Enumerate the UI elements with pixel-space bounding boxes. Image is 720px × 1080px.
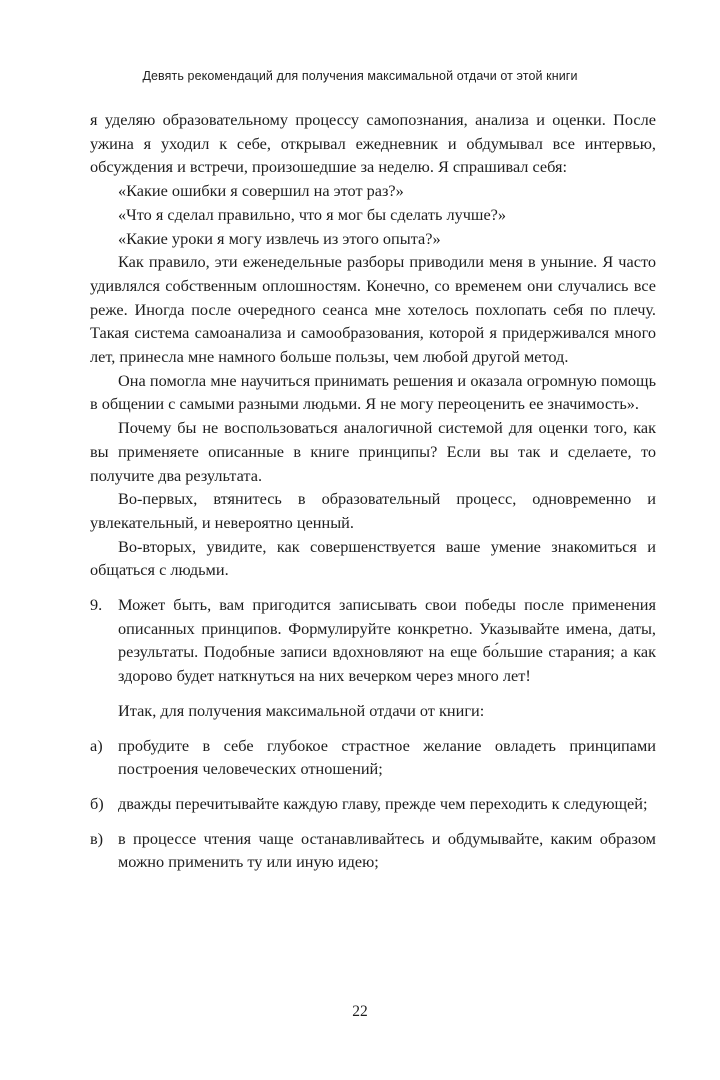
item-text: в процессе чтения чаще останавливайтесь и обдумывайте, каким образом можно применить ту или иную идею; <box>118 828 656 872</box>
item-marker: в) <box>90 828 104 848</box>
item-text: пробудите в себе глубокое страстное желание овладеть принципами построения человеческих отношений; <box>118 735 656 779</box>
page-body <box>90 108 656 874</box>
lettered-item <box>90 827 656 874</box>
paragraph: Почему бы не воспользоваться аналогичной системой для оценки того, как вы применяете описанные в книге принципы? Если вы так и сделаете, то получите два результата. <box>90 418 656 485</box>
item-text: Может быть, вам пригодится записывать свои победы после применения описанных принципов. Формулируйте конкретно. Указывайте имена, даты, результаты. Подобные записи вдохновляют на еще бо́льшие старания; а как здорово будет наткнуться на них вечерком через много лет! <box>118 595 656 686</box>
running-head: Девять рекомендаций для получения максимальной отдачи от этой книги <box>142 69 578 83</box>
lettered-item <box>90 792 656 816</box>
paragraph: Она помогла мне научиться принимать решения и оказала огромную помощь в общении с самыми разными людьми. Я не могу переоценить ее значимость». <box>90 370 656 414</box>
paragraph: Во-первых, втянитесь в образовательный процесс, одновременно и увлекательный, и невероятно ценный. <box>90 489 656 532</box>
quote-line: «Какие уроки я могу извлечь из этого опыта?» <box>118 228 441 248</box>
quote-line: «Что я сделал правильно, что я мог бы сделать лучше?» <box>118 204 507 224</box>
paragraph: Как правило, эти еженедельные разборы приводили меня в уныние. Я часто удивлялся собственным оплошностям. Конечно, со временем они случались все реже. Иногда после очередного сеанса мне хотелось похлопать себя по плечу. Такая система самоанализа и самообразования, которой я придерживался много лет, принесла мне намного больше пользы, чем любой другой метод. <box>90 252 656 367</box>
item-marker: 9. <box>90 595 103 615</box>
paragraph: я уделяю образовательному процессу самопознания, анализа и оценки. После ужина я уходил к себе, открывал ежедневник и обдумывал все интервью, обсуждения и встречи, произошедшие за неделю. Я спрашивал себя: <box>90 110 656 177</box>
paragraph: Во-вторых, увидите, как совершенствуется ваше умение знакомиться и общаться с людьми. <box>90 536 656 580</box>
page-number: 22 <box>352 1003 368 1020</box>
quote-line: «Какие ошибки я совершил на этот раз?» <box>118 181 404 201</box>
item-marker: а) <box>90 735 103 755</box>
numbered-item <box>90 593 656 688</box>
item-marker: б) <box>90 793 104 813</box>
lettered-item <box>90 734 656 781</box>
paragraph: Итак, для получения максимальной отдачи от книги: <box>118 700 485 720</box>
item-text: дважды перечитывайте каждую главу, прежде чем переходить к следующей; <box>118 793 648 813</box>
